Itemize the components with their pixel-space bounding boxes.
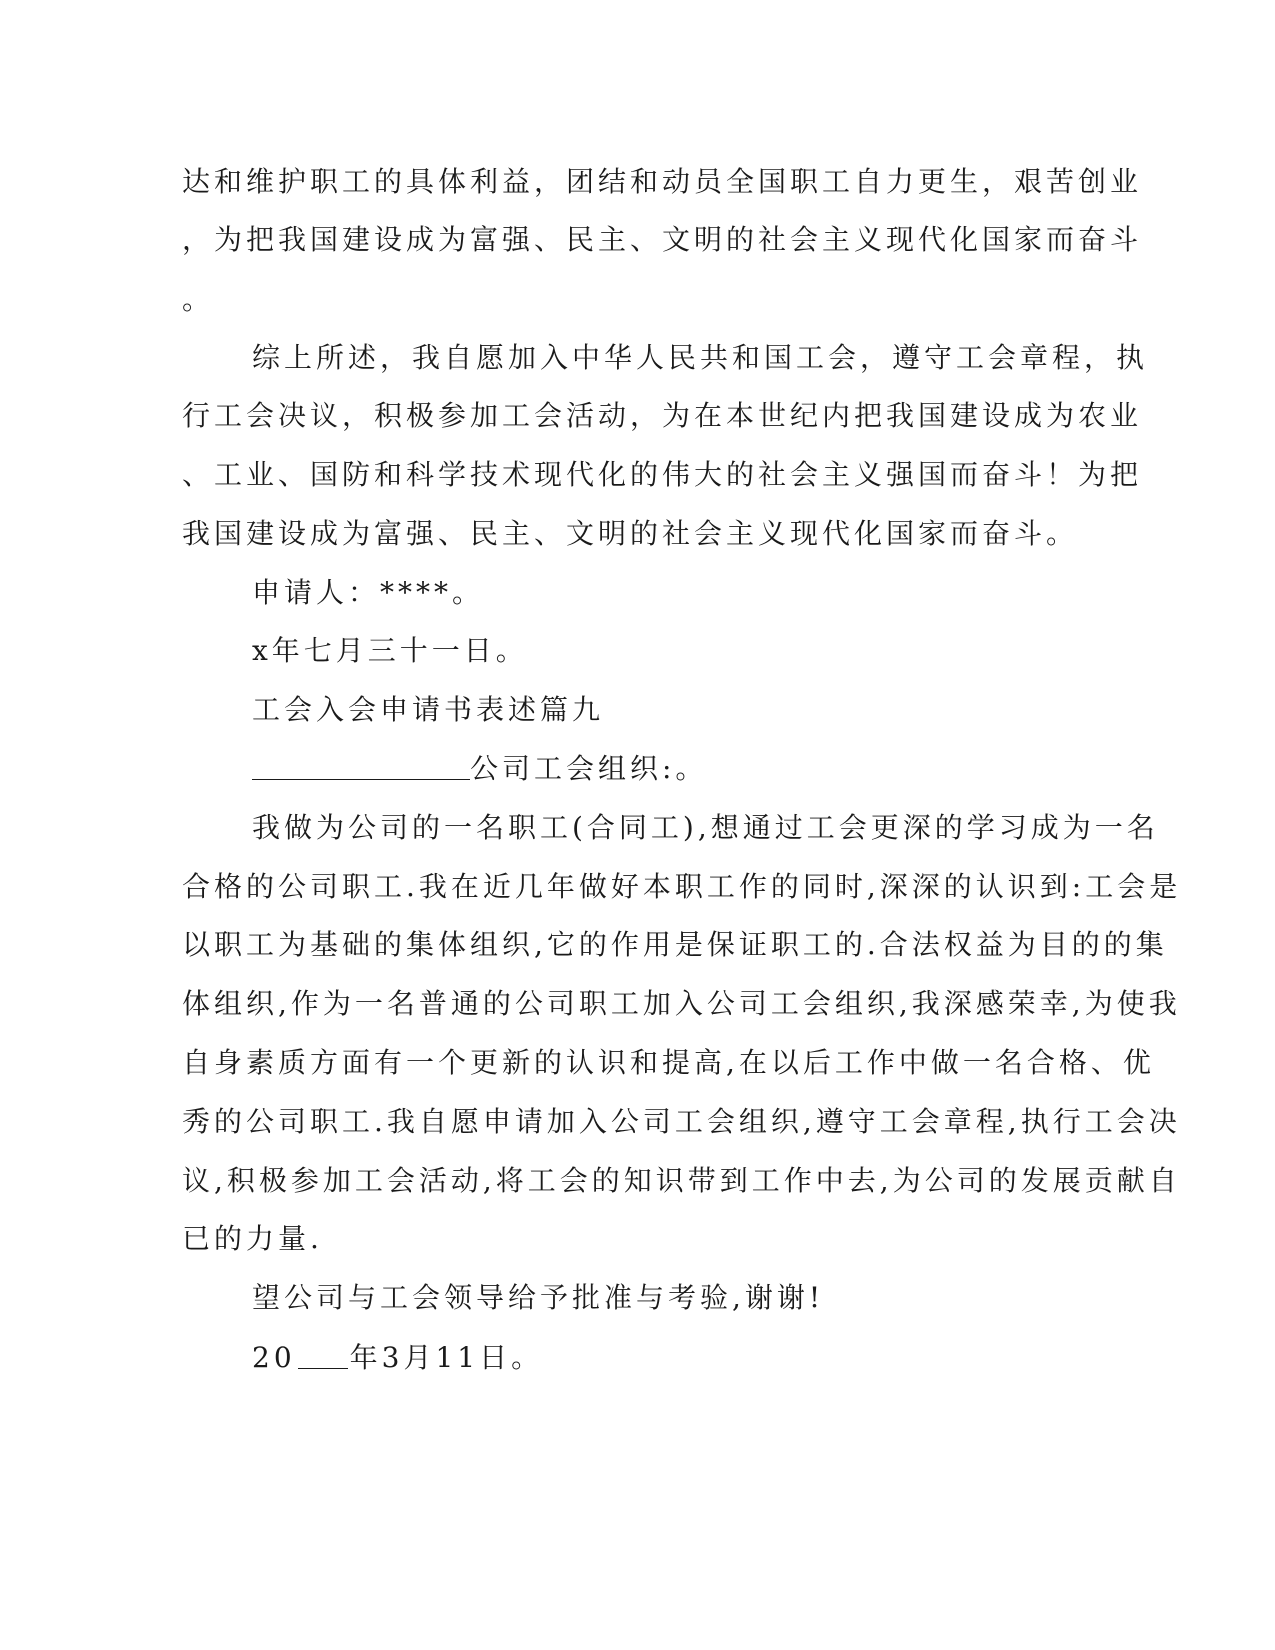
- paragraph-line: 、工业、国防和科学技术现代化的伟大的社会主义强国而奋斗！为把: [182, 458, 1143, 491]
- addressee-line: [252, 749, 707, 789]
- applicant-line: 申请人：****。: [252, 576, 485, 609]
- paragraph-line: 达和维护职工的具体利益，团结和动员全国职工自力更生，艰苦创业: [182, 165, 1143, 198]
- date-line: x年七月三十一日。: [252, 634, 528, 667]
- paragraph-line: ，为把我国建设成为富强、民主、文明的社会主义现代化国家而奋斗: [182, 223, 1143, 256]
- paragraph-line: 行工会决议，积极参加工会活动，为在本世纪内把我国建设成为农业: [182, 399, 1143, 432]
- addressee-text: 公司工会组织:。: [470, 752, 708, 785]
- paragraph-line: 自身素质方面有一个更新的认识和提高,在以后工作中做一名合格、优: [182, 1046, 1155, 1079]
- paragraph-line: 体组织,作为一名普通的公司职工加入公司工会组织,我深感荣幸,为使我: [182, 987, 1181, 1020]
- year-blank: [298, 1338, 348, 1369]
- paragraph-line: 议,积极参加工会活动,将工会的知识带到工作中去,为公司的发展贡献自: [182, 1164, 1181, 1197]
- paragraph-line: 合格的公司职工.我在近几年做好本职工作的同时,深深的认识到:工会是: [182, 870, 1182, 903]
- paragraph-line: 秀的公司职工.我自愿申请加入公司工会组织,遵守工会章程,执行工会决: [182, 1105, 1181, 1138]
- paragraph-line: 我国建设成为富强、民主、文明的社会主义现代化国家而奋斗。: [182, 517, 1079, 550]
- closing-line: 望公司与工会领导给予批准与考验,谢谢!: [252, 1281, 825, 1314]
- year-prefix: 20: [252, 1341, 296, 1374]
- paragraph-line: 以职工为基础的集体组织,它的作用是保证职工的.合法权益为目的的集: [182, 928, 1168, 961]
- section-title: 工会入会申请书表述篇九: [252, 693, 605, 726]
- date-suffix: 年3月11日。: [349, 1341, 544, 1374]
- paragraph-line: 我做为公司的一名职工(合同工),想通过工会更深的学习成为一名: [252, 811, 1159, 844]
- paragraph-line: 已的力量.: [182, 1222, 323, 1255]
- signature-date-line: [252, 1338, 543, 1378]
- paragraph-line: 。: [182, 283, 215, 316]
- paragraph-line: 综上所述，我自愿加入中华人民共和国工会，遵守工会章程，执: [252, 341, 1149, 374]
- addressee-blank: [252, 749, 470, 780]
